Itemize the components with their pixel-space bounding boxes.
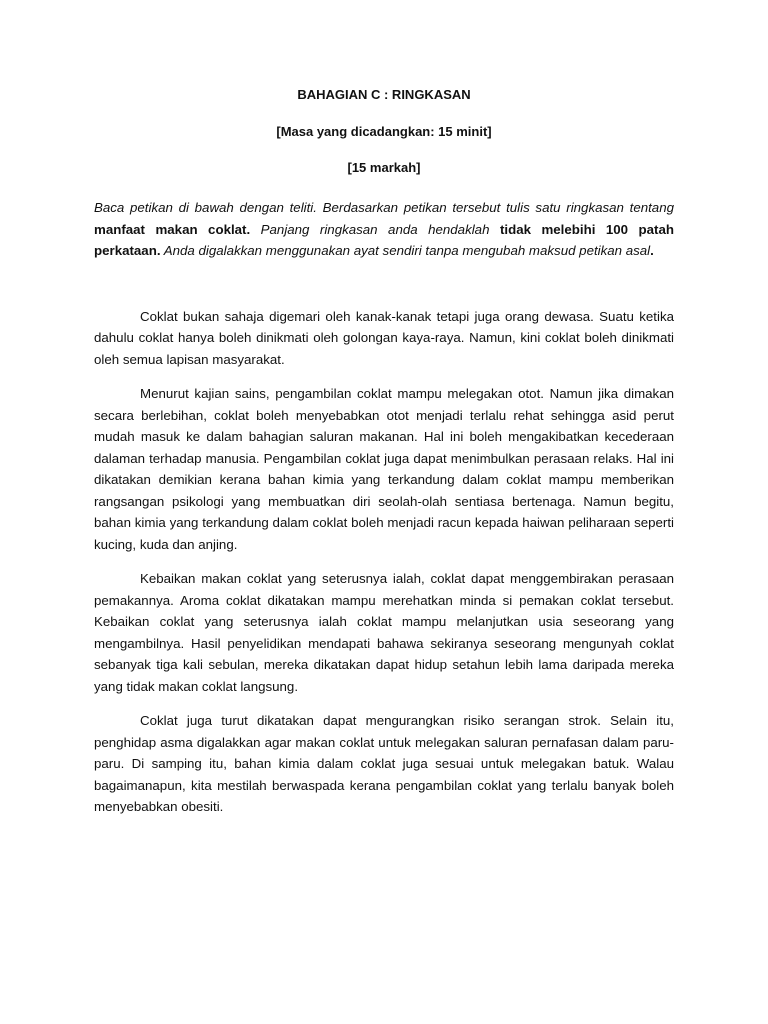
instructions-word-limit: tidak melebihi 100 patah perkataan. [94, 221, 674, 258]
instructions-text-1: Baca petikan di bawah dengan teliti. Berdasarkan petikan tersebut tulis satu ringkasan tentang [94, 200, 674, 215]
instructions-text-2: Panjang ringkasan anda hendaklah [250, 221, 500, 237]
passage-paragraph: Kebaikan makan coklat yang seterusnya ialah, coklat dapat menggembirakan perasaan pemakannya. Aroma coklat dikatakan mampu merehatkan minda si pemakan coklat tersebut. Kebaikan coklat yang seterusnya ialah coklat mampu melanjutkan usia seseorang yang mengambilnya. Hasil penyelidikan mendapati bahawa sekiranya seseorang mengunyah coklat sebanyak tiga kali sebulan, mereka dikatakan dapat hidup setahun lebih lama daripada mereka yang tidak makan coklat langsung. [94, 571, 674, 694]
passage-paragraph: Menurut kajian sains, pengambilan coklat mampu melegakan otot. Namun jika dimakan secara berlebihan, coklat boleh menyebabkan otot menjadi terlalu rehat sehingga asid perut mudah masuk ke dalam bahagian saluran makanan. Hal ini boleh mengakibatkan kecederaan dalaman terhadap manusia. Pengambilan coklat juga dapat menimbulkan perasaan relaks. Hal ini dikatakan demikian kerana bahan kimia yang terkandung dalam coklat mampu memberikan rangsangan psikologi yang membuatkan diri seolah-olah sentiasa bertenaga. Namun begitu, bahan kimia yang terkandung dalam coklat boleh menjadi racun kepada haiwan peliharaan seperti kucing, kuda dan anjing. [94, 386, 674, 552]
passage-paragraph: Coklat juga turut dikatakan dapat mengurangkan risiko serangan strok. Selain itu, penghidap asma digalakkan agar makan coklat untuk melegakan saluran pernafasan dalam paru-paru. Di samping itu, bahan kimia dalam coklat juga sesuai untuk melegakan batuk. Walau bagaimanapun, kita mestilah berwaspada kerana pengambilan coklat yang terlalu banyak boleh menyebabkan obesiti. [94, 713, 674, 814]
suggested-time: [Masa yang dicadangkan: 15 minit] [276, 124, 492, 139]
instructions-text-3: Anda digalakkan menggunakan ayat sendiri tanpa mengubah maksud petikan asal [160, 243, 651, 258]
instructions-paragraph [94, 197, 674, 262]
passage-paragraph: Coklat bukan sahaja digemari oleh kanak-kanak tetapi juga orang dewasa. Suatu ketika dahulu coklat hanya boleh dinikmati oleh golongan kaya-raya. Namun, kini coklat boleh dinikmati oleh semua lapisan masyarakat. [94, 308, 674, 367]
instructions-end: . [650, 243, 654, 258]
passage [94, 306, 674, 818]
section-title: BAHAGIAN C : RINGKASAN [297, 87, 471, 102]
instructions-topic: manfaat makan coklat. [94, 221, 251, 237]
document-page [94, 87, 674, 831]
marks-label: [15 markah] [347, 160, 421, 175]
